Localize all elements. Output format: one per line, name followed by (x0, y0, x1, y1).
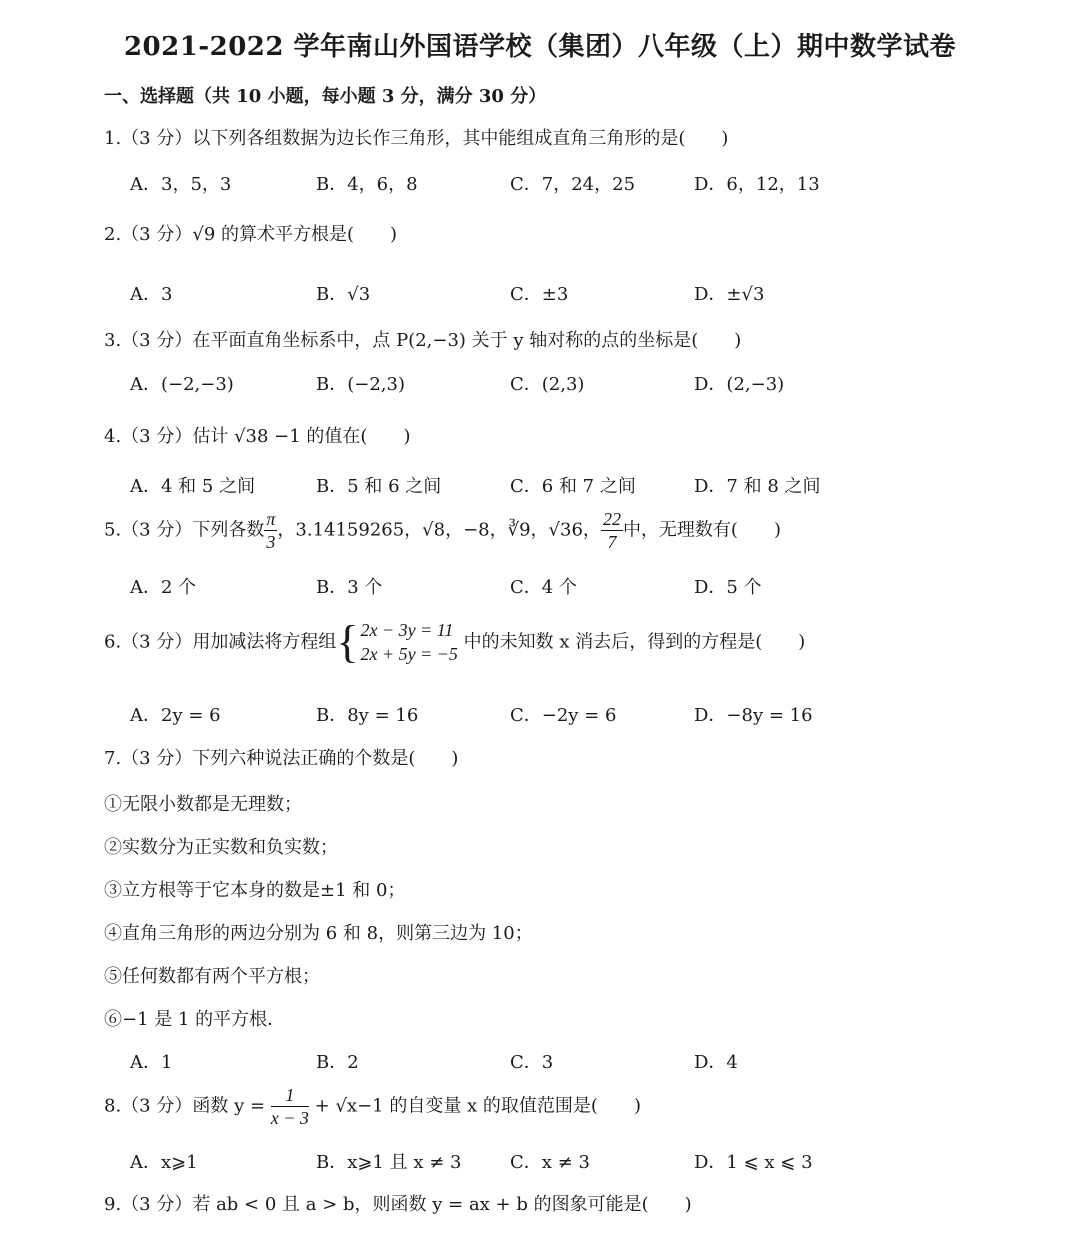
question-3-option-a: A．(−2,−3) (130, 374, 234, 395)
question-4-option-a: A．4 和 5 之间 (130, 476, 256, 497)
question-2-option-d: D．±√3 (694, 284, 765, 305)
question-4-option-b: B．5 和 6 之间 (316, 476, 442, 497)
question-7-option-d: D．4 (694, 1052, 738, 1073)
equation-system (360, 618, 457, 667)
fraction-denominator: x − 3 (270, 1108, 309, 1128)
question-5-fraction-22-over-7 (601, 510, 623, 551)
question-6-option-b: B．8y = 16 (316, 705, 419, 726)
fraction-denominator: 3 (266, 532, 276, 552)
question-8-option-c: C．x ≠ 3 (510, 1152, 590, 1173)
question-1-option-d: D．6，12，13 (694, 174, 820, 195)
question-8-option-b: B．x⩾1 且 x ≠ 3 (316, 1152, 462, 1173)
equation-2: 2x + 5y = −5 (360, 644, 458, 665)
question-8-stem-prefix: 8.（3 分）函数 y = (104, 1095, 266, 1117)
question-6-stem-prefix: 6.（3 分）用加减法将方程组 (104, 631, 337, 653)
question-2-option-a: A．3 (130, 284, 173, 305)
question-2-option-c: C．±3 (510, 284, 569, 305)
question-5-option-c: C．4 个 (510, 577, 577, 598)
question-7-statement-4: ④直角三角形的两边分别为 6 和 8，则第三边为 10； (104, 923, 533, 944)
question-3-stem: 3.（3 分）在平面直角坐标系中，点 P(2,−3) 关于 y 轴对称的点的坐标是( ) (104, 330, 742, 351)
question-5-option-a: A．2 个 (130, 577, 197, 598)
question-4-option-c: C．6 和 7 之间 (510, 476, 636, 497)
question-7-statement-5: ⑤任何数都有两个平方根； (104, 966, 320, 987)
fraction-numerator: 22 (602, 509, 621, 529)
fraction-numerator: 1 (271, 1086, 309, 1107)
question-7-statement-3: ③立方根等于它本身的数是±1 和 0； (104, 880, 406, 901)
question-1-option-a: A．3，5，3 (130, 174, 232, 195)
question-3-option-c: C．(2,3) (510, 374, 585, 395)
question-6-option-c: C．−2y = 6 (510, 705, 617, 726)
question-7-option-c: C．3 (510, 1052, 554, 1073)
fraction-denominator: 7 (607, 532, 617, 552)
question-8-option-d: D．1 ⩽ x ⩽ 3 (694, 1152, 813, 1173)
question-1-option-b: B．4，6，8 (316, 174, 418, 195)
question-5-stem-prefix: 5.（3 分）下列各数 (104, 519, 265, 541)
question-9-stem: 9.（3 分）若 ab < 0 且 a > b，则函数 y = ax + b 的图象可能是( ) (104, 1194, 692, 1215)
question-5-option-d: D．5 个 (694, 577, 762, 598)
question-2-option-b: B．√3 (316, 284, 371, 305)
question-5-fraction-pi-over-3 (264, 510, 277, 551)
question-5-option-b: B．3 个 (316, 577, 383, 598)
question-7-stem: 7.（3 分）下列六种说法正确的个数是( ) (104, 748, 459, 769)
question-7-option-a: A．1 (130, 1052, 173, 1073)
question-6-option-a: A．2y = 6 (130, 705, 221, 726)
question-5-stem-middle: ，3.14159265，√8，−8，∛9，√36， (277, 519, 601, 541)
question-3-option-b: B．(−2,3) (316, 374, 405, 395)
equation-1: 2x − 3y = 11 (360, 620, 454, 640)
question-8-stem (104, 1086, 641, 1127)
question-6-stem (104, 618, 805, 667)
section-heading: 一、选择题（共 10 小题，每小题 3 分，满分 30 分） (104, 86, 547, 107)
exam-title: 2021-2022 学年南山外国语学校（集团）八年级（上）期中数学试卷 (123, 32, 957, 62)
question-1-option-c: C．7，24，25 (510, 174, 636, 195)
question-7-option-b: B．2 (316, 1052, 359, 1073)
question-3-option-d: D．(2,−3) (694, 374, 785, 395)
question-5-stem (104, 510, 781, 551)
question-8-stem-suffix: + √x−1 的自变量 x 的取值范围是( ) (314, 1095, 641, 1117)
question-7-statement-1: ①无限小数都是无理数； (104, 794, 302, 815)
question-7-statement-2: ②实数分为正实数和负实数； (104, 837, 338, 858)
question-4-stem: 4.（3 分）估计 √38 −1 的值在( ) (104, 426, 411, 447)
question-8-fraction (271, 1086, 309, 1127)
question-2-stem: 2.（3 分）√9 的算术平方根是( ) (104, 224, 398, 245)
question-6-option-d: D．−8y = 16 (694, 705, 813, 726)
question-7-statement-6: ⑥−1 是 1 的平方根． (104, 1009, 286, 1030)
question-6-stem-suffix: 中的未知数 x 消去后，得到的方程是( ) (463, 631, 806, 653)
left-brace: { (336, 616, 359, 668)
fraction-numerator: π (266, 509, 276, 529)
question-8-option-a: A．x⩾1 (130, 1152, 198, 1173)
question-1-stem: 1.（3 分）以下列各组数据为边长作三角形，其中能组成直角三角形的是( ) (104, 128, 729, 149)
question-4-option-d: D．7 和 8 之间 (694, 476, 821, 497)
question-5-stem-suffix: 中，无理数有( ) (622, 519, 781, 541)
